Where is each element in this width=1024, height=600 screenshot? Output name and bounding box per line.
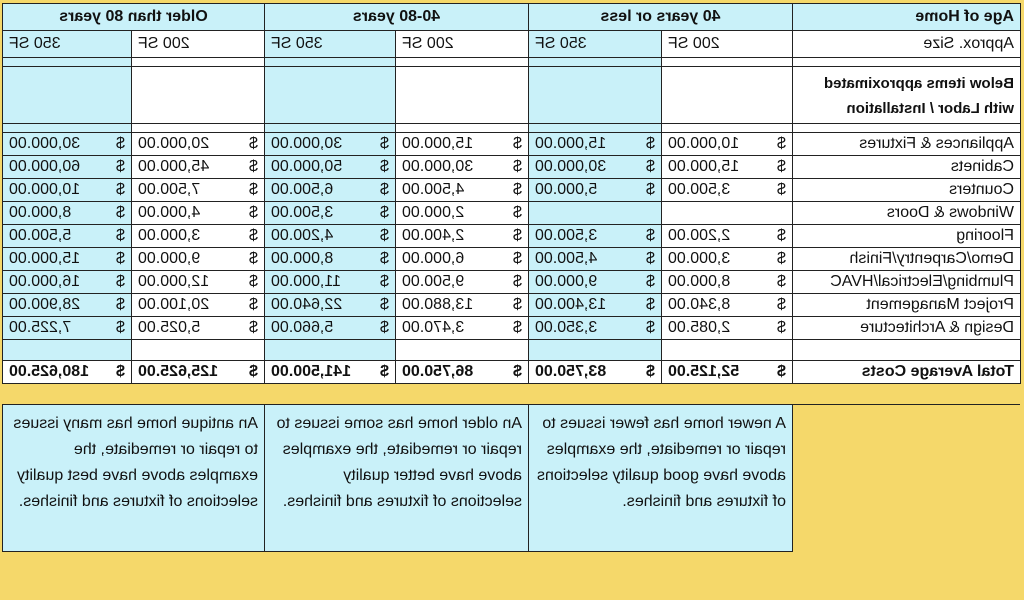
spacer-cell bbox=[132, 67, 265, 124]
currency-symbol: $ bbox=[380, 181, 389, 198]
cost-cell bbox=[265, 317, 396, 340]
cost-value: 2,200.00 bbox=[668, 227, 731, 244]
cost-cell bbox=[265, 294, 396, 317]
cost-value: 30,000.00 bbox=[402, 158, 474, 175]
cost-value: 6,500.00 bbox=[271, 181, 334, 198]
spacer-cell bbox=[662, 67, 793, 124]
cost-value: 9,000.00 bbox=[535, 273, 598, 290]
size-header: 200 SF bbox=[132, 31, 265, 58]
total-cost-cell bbox=[265, 361, 396, 384]
size-header: 350 SF bbox=[265, 31, 396, 58]
cost-value: 60,000.00 bbox=[8, 158, 81, 175]
spacer-cell bbox=[529, 67, 662, 124]
currency-symbol: $ bbox=[116, 227, 125, 244]
currency-symbol: $ bbox=[777, 181, 786, 198]
cost-cell bbox=[662, 225, 793, 248]
cost-cell bbox=[2, 248, 131, 271]
cost-value: 5,000.00 bbox=[535, 181, 598, 198]
cost-cell bbox=[2, 202, 131, 225]
spacer-cell bbox=[529, 58, 662, 67]
currency-symbol: $ bbox=[380, 319, 389, 336]
currency-symbol: $ bbox=[513, 204, 522, 221]
cost-value: 50,000.00 bbox=[271, 158, 343, 175]
cost-value: 45,000.00 bbox=[138, 158, 210, 175]
currency-symbol: $ bbox=[249, 319, 258, 336]
currency-symbol: $ bbox=[116, 296, 125, 313]
currency-symbol: $ bbox=[116, 181, 125, 198]
table-row bbox=[2, 179, 1020, 202]
cost-cell bbox=[2, 179, 131, 202]
cost-value: 6,000.00 bbox=[402, 250, 465, 267]
row-label: Appliances & Fixtures bbox=[793, 133, 1021, 156]
cost-cell bbox=[662, 202, 793, 225]
currency-symbol: $ bbox=[513, 296, 522, 313]
spacer-cell bbox=[529, 340, 662, 361]
cost-cell bbox=[396, 248, 529, 271]
cost-value: 83,750.00 bbox=[535, 363, 607, 380]
currency-symbol: $ bbox=[777, 227, 786, 244]
home-age-description: An antique home has many issues to repair or remediate, the examples above have best quality selections of fixtures and finishes. bbox=[2, 405, 264, 552]
cost-value: 20,100.00 bbox=[138, 296, 210, 313]
cost-cell bbox=[132, 133, 265, 156]
size-header: 200 SF bbox=[396, 31, 529, 58]
cost-value: 13,880.00 bbox=[402, 296, 474, 313]
currency-symbol: $ bbox=[249, 227, 258, 244]
cost-value: 4,200.00 bbox=[271, 227, 334, 244]
cost-cell bbox=[529, 248, 662, 271]
cost-cell bbox=[529, 294, 662, 317]
currency-symbol: $ bbox=[380, 204, 389, 221]
home-age-description: An older home has some issues to repair or remediate, the examples above have better quality selections of fixtures and finishes. bbox=[265, 405, 529, 552]
spacer-cell bbox=[265, 340, 396, 361]
currency-symbol: $ bbox=[646, 227, 655, 244]
table-row bbox=[2, 225, 1020, 248]
cost-value: 4,500.00 bbox=[535, 250, 598, 267]
currency-symbol: $ bbox=[646, 296, 655, 313]
cost-cell bbox=[529, 202, 662, 225]
currency-symbol: $ bbox=[380, 135, 389, 152]
cost-cell bbox=[396, 179, 529, 202]
cost-cell bbox=[2, 156, 131, 179]
currency-symbol: $ bbox=[646, 158, 655, 175]
cost-value: 15,000.00 bbox=[668, 158, 740, 175]
currency-symbol: $ bbox=[777, 158, 786, 175]
row-label: Design & Architecture bbox=[793, 317, 1021, 340]
cost-cell bbox=[529, 317, 662, 340]
cost-cell bbox=[132, 156, 265, 179]
spacer-cell bbox=[662, 58, 793, 67]
cost-cell bbox=[396, 317, 529, 340]
row-label: Counters bbox=[793, 179, 1021, 202]
table-row bbox=[2, 202, 1020, 225]
cost-value: 3,500.00 bbox=[535, 227, 598, 244]
cost-cell bbox=[132, 294, 265, 317]
cost-value: 16,000.00 bbox=[8, 273, 81, 290]
currency-symbol: $ bbox=[513, 273, 522, 290]
cost-cell bbox=[529, 133, 662, 156]
cost-value: 3,350.00 bbox=[535, 319, 598, 336]
spacer-cell bbox=[396, 58, 529, 67]
cost-value: 2,400.00 bbox=[402, 227, 465, 244]
table-row bbox=[2, 294, 1020, 317]
cost-cell bbox=[662, 271, 793, 294]
currency-symbol: $ bbox=[380, 227, 389, 244]
spacer-cell bbox=[2, 124, 131, 133]
cost-value: 10,000.00 bbox=[668, 135, 740, 152]
currency-symbol: $ bbox=[116, 363, 125, 380]
currency-symbol: $ bbox=[513, 158, 522, 175]
currency-symbol: $ bbox=[249, 273, 258, 290]
row-label: Cabinets bbox=[793, 156, 1021, 179]
cost-value: 30,000.00 bbox=[535, 158, 607, 175]
row-label: Demo/Carpentry/Finish bbox=[793, 248, 1021, 271]
cost-value: 86,750.00 bbox=[402, 363, 474, 380]
currency-symbol: $ bbox=[249, 181, 258, 198]
currency-symbol: $ bbox=[116, 158, 125, 175]
cost-cell bbox=[529, 225, 662, 248]
currency-symbol: $ bbox=[646, 319, 655, 336]
cost-value: 2,085.00 bbox=[668, 319, 731, 336]
cost-cell bbox=[2, 133, 131, 156]
size-header: 350 SF bbox=[2, 31, 131, 58]
spacer-cell bbox=[529, 124, 662, 133]
cost-value: 30,000.00 bbox=[8, 135, 81, 152]
spacer-cell bbox=[793, 124, 1021, 133]
currency-symbol: $ bbox=[249, 250, 258, 267]
cost-value: 125,625.00 bbox=[138, 363, 219, 380]
cost-value: 15,000.00 bbox=[402, 135, 474, 152]
currency-symbol: $ bbox=[116, 135, 125, 152]
cost-cell bbox=[662, 133, 793, 156]
spacer-cell bbox=[662, 340, 793, 361]
currency-symbol: $ bbox=[513, 363, 522, 380]
cost-cell bbox=[265, 179, 396, 202]
table-row bbox=[2, 156, 1020, 179]
cost-value: 28,900.00 bbox=[8, 296, 81, 313]
currency-symbol: $ bbox=[513, 227, 522, 244]
cost-value: 9,500.00 bbox=[402, 273, 465, 290]
spacer-cell bbox=[265, 124, 396, 133]
cost-value: 4,000.00 bbox=[138, 204, 201, 221]
spacer-cell bbox=[793, 340, 1021, 361]
total-cost-cell bbox=[396, 361, 529, 384]
cost-value: 3,000.00 bbox=[668, 250, 731, 267]
cost-value: 3,500.00 bbox=[271, 204, 334, 221]
currency-symbol: $ bbox=[513, 181, 522, 198]
currency-symbol: $ bbox=[513, 135, 522, 152]
cost-cell bbox=[2, 294, 131, 317]
currency-symbol: $ bbox=[646, 363, 655, 380]
spacer-cell bbox=[132, 58, 265, 67]
cost-cell bbox=[265, 156, 396, 179]
row-label: Plumbing/Electrical/HVAC bbox=[793, 271, 1021, 294]
currency-symbol: $ bbox=[380, 158, 389, 175]
cost-value: 15,000.00 bbox=[8, 250, 81, 267]
cost-cell bbox=[529, 179, 662, 202]
cost-cell bbox=[265, 248, 396, 271]
total-cost-cell bbox=[132, 361, 265, 384]
spacer-cell bbox=[396, 340, 529, 361]
cost-cell bbox=[132, 179, 265, 202]
currency-symbol: $ bbox=[777, 296, 786, 313]
currency-symbol: $ bbox=[249, 204, 258, 221]
spacer-cell bbox=[132, 340, 265, 361]
total-cost-cell bbox=[529, 361, 662, 384]
row-label: Flooring bbox=[793, 225, 1021, 248]
cost-cell bbox=[132, 317, 265, 340]
currency-symbol: $ bbox=[116, 204, 125, 221]
cost-value: 10,000.00 bbox=[8, 181, 81, 198]
cost-value: 9,000.00 bbox=[138, 250, 201, 267]
cost-cell bbox=[396, 156, 529, 179]
spacer-cell bbox=[396, 67, 529, 124]
cost-cell bbox=[396, 294, 529, 317]
cost-cell bbox=[662, 248, 793, 271]
cost-value: 8,000.00 bbox=[8, 204, 72, 221]
totals-label: Total Average Costs bbox=[793, 361, 1021, 384]
table-row bbox=[2, 271, 1020, 294]
currency-symbol: $ bbox=[777, 319, 786, 336]
currency-symbol: $ bbox=[116, 250, 125, 267]
currency-symbol: $ bbox=[116, 273, 125, 290]
currency-symbol: $ bbox=[249, 135, 258, 152]
cost-value: 5,500.00 bbox=[8, 227, 72, 244]
spacer-cell bbox=[265, 67, 396, 124]
cost-value: 3,470.00 bbox=[402, 319, 465, 336]
group-header-older-80: Older than 80 years bbox=[2, 4, 264, 31]
cost-value: 13,400.00 bbox=[535, 296, 607, 313]
table-row bbox=[2, 133, 1020, 156]
currency-symbol: $ bbox=[249, 363, 258, 380]
currency-symbol: $ bbox=[646, 135, 655, 152]
currency-symbol: $ bbox=[777, 363, 786, 380]
total-cost-cell bbox=[2, 361, 131, 384]
age-of-home-label: Age of Home bbox=[793, 4, 1021, 31]
group-header-40-or-less: 40 years or less bbox=[529, 4, 793, 31]
cost-value: 30,000.00 bbox=[271, 135, 343, 152]
cost-value: 3,500.00 bbox=[668, 181, 731, 198]
cost-table bbox=[2, 3, 1021, 552]
currency-symbol: $ bbox=[513, 319, 522, 336]
currency-symbol: $ bbox=[646, 250, 655, 267]
spacer-cell bbox=[793, 58, 1021, 67]
spacer-cell bbox=[265, 58, 396, 67]
currency-symbol: $ bbox=[380, 273, 389, 290]
cost-cell bbox=[2, 271, 131, 294]
size-header: 350 SF bbox=[529, 31, 662, 58]
cost-value: 8,000.00 bbox=[271, 250, 334, 267]
cost-value: 3,000.00 bbox=[138, 227, 201, 244]
cost-cell bbox=[396, 202, 529, 225]
cost-cell bbox=[662, 317, 793, 340]
currency-symbol: $ bbox=[116, 319, 125, 336]
cost-cell bbox=[265, 133, 396, 156]
cost-value: 22,640.00 bbox=[271, 296, 343, 313]
cost-value: 8,000.00 bbox=[668, 273, 731, 290]
cost-cell bbox=[132, 248, 265, 271]
currency-symbol: $ bbox=[380, 296, 389, 313]
labor-note: Below items approximated with Labor / Installation bbox=[793, 67, 1021, 124]
cost-cell bbox=[662, 156, 793, 179]
cost-cell bbox=[132, 271, 265, 294]
currency-symbol: $ bbox=[777, 273, 786, 290]
currency-symbol: $ bbox=[646, 273, 655, 290]
group-header-40-80: 40-80 years bbox=[265, 4, 529, 31]
cost-value: 11,000.00 bbox=[271, 273, 341, 290]
cost-value: 180,625.00 bbox=[8, 363, 90, 380]
cost-value: 52,125.00 bbox=[668, 363, 740, 380]
cost-cell bbox=[529, 271, 662, 294]
row-label: Windows & Doors bbox=[793, 202, 1021, 225]
currency-symbol: $ bbox=[249, 158, 258, 175]
currency-symbol: $ bbox=[380, 363, 389, 380]
spacer-cell bbox=[2, 384, 1020, 405]
spacer-cell bbox=[132, 124, 265, 133]
totals-row bbox=[2, 361, 1020, 384]
table-row bbox=[2, 317, 1020, 340]
cost-value: 12,000.00 bbox=[138, 273, 210, 290]
cost-value: 20,000.00 bbox=[138, 135, 210, 152]
size-header: 200 SF bbox=[662, 31, 793, 58]
cost-value: 2,000.00 bbox=[402, 204, 465, 221]
row-label: Project Management bbox=[793, 294, 1021, 317]
spacer-cell bbox=[2, 58, 131, 67]
cost-cell bbox=[662, 179, 793, 202]
spacer-cell bbox=[396, 124, 529, 133]
cost-value: 141,500.00 bbox=[271, 363, 352, 380]
cost-value: 5,660.00 bbox=[271, 319, 334, 336]
cost-cell bbox=[529, 156, 662, 179]
table-row bbox=[2, 248, 1020, 271]
currency-symbol: $ bbox=[646, 181, 655, 198]
cost-cell bbox=[265, 225, 396, 248]
cost-value: 7,500.00 bbox=[138, 181, 201, 198]
cost-value: 8,340.00 bbox=[668, 296, 731, 313]
currency-symbol: $ bbox=[513, 250, 522, 267]
currency-symbol: $ bbox=[249, 296, 258, 313]
spacer-cell bbox=[793, 405, 1021, 552]
cost-value: 7,225.00 bbox=[8, 319, 72, 336]
cost-cell bbox=[662, 294, 793, 317]
spacer-cell bbox=[2, 340, 131, 361]
home-age-description: A newer home has fewer issues to repair or remediate, the examples above have good quality selections of fixtures and finishes. bbox=[529, 405, 793, 552]
cost-value: 15,000.00 bbox=[535, 135, 607, 152]
cost-value: 4,500.00 bbox=[402, 181, 465, 198]
cost-cell bbox=[265, 271, 396, 294]
cost-cell bbox=[2, 225, 131, 248]
cost-cell bbox=[396, 271, 529, 294]
total-cost-cell bbox=[662, 361, 793, 384]
cost-cell bbox=[132, 225, 265, 248]
currency-symbol: $ bbox=[777, 250, 786, 267]
cost-cell bbox=[265, 202, 396, 225]
cost-value: 5,025.00 bbox=[138, 319, 201, 336]
spacer-cell bbox=[662, 124, 793, 133]
cost-cell bbox=[132, 202, 265, 225]
approx-size-label: Approx. Size bbox=[793, 31, 1021, 58]
spacer-cell bbox=[2, 67, 131, 124]
cost-cell bbox=[396, 225, 529, 248]
cost-cell bbox=[396, 133, 529, 156]
cost-cell bbox=[2, 317, 131, 340]
currency-symbol: $ bbox=[777, 135, 786, 152]
currency-symbol: $ bbox=[380, 250, 389, 267]
